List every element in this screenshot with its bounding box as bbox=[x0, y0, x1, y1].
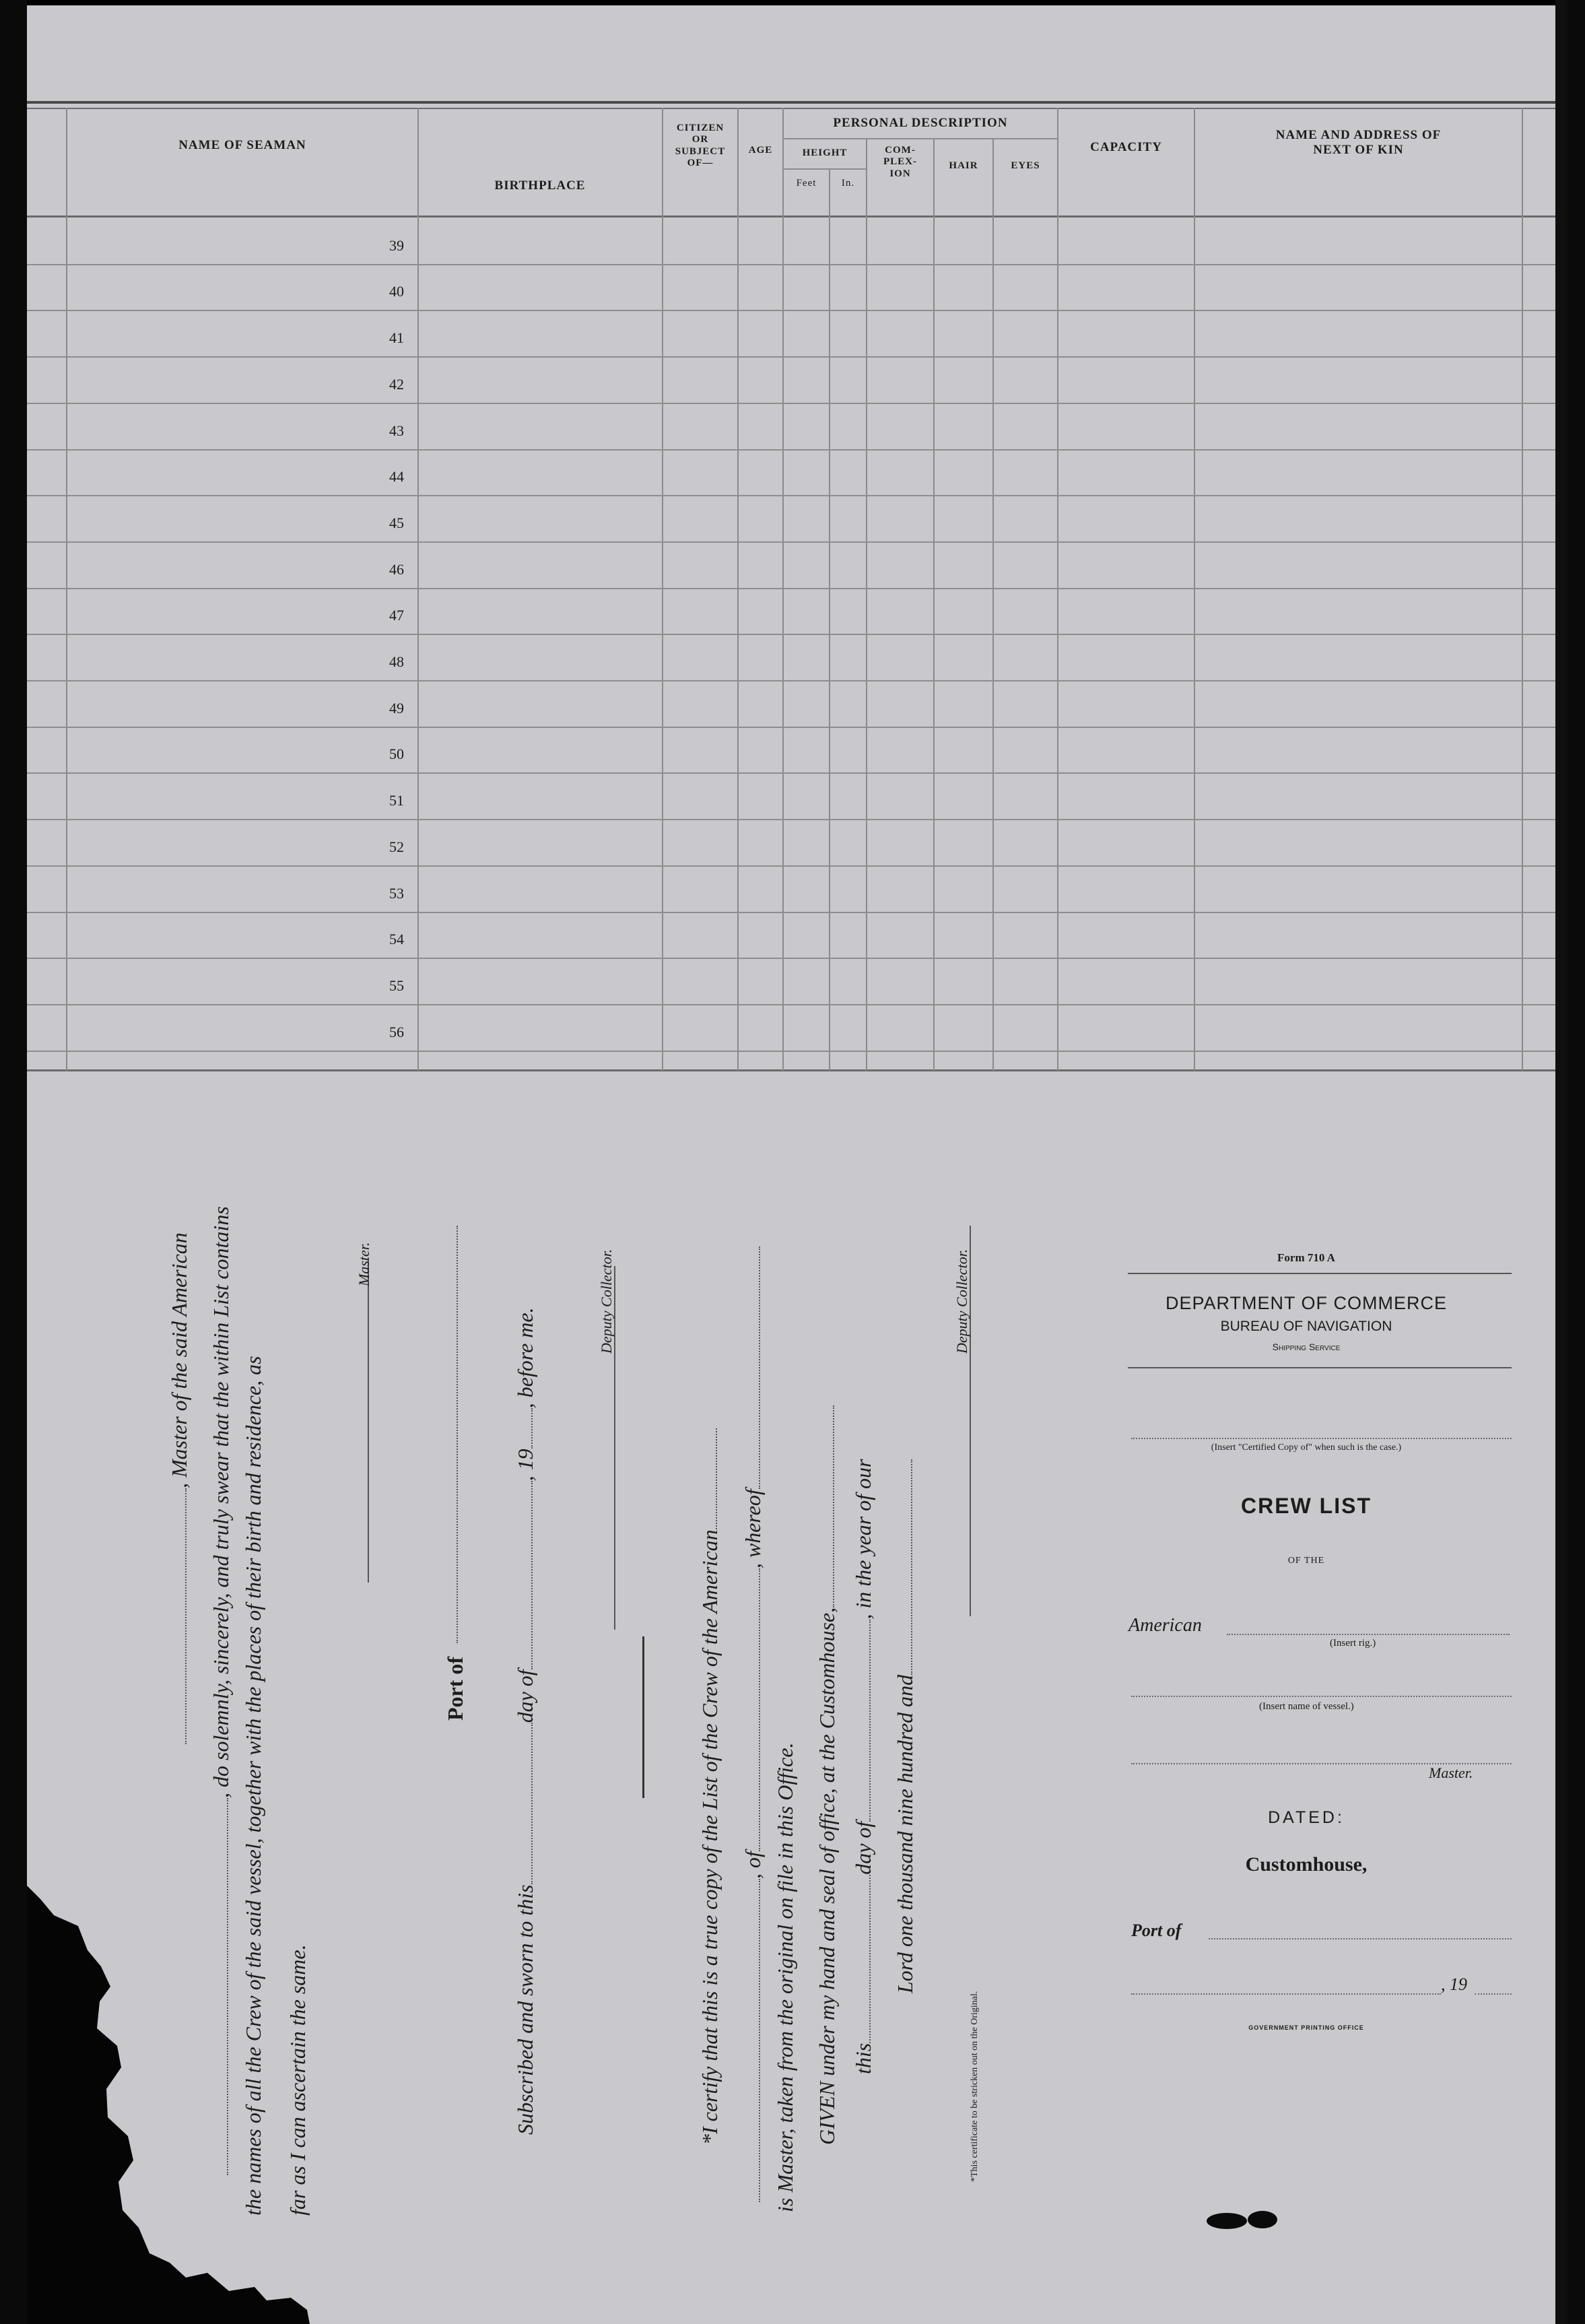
row-rule bbox=[27, 865, 1567, 867]
header-name-of-seaman: NAME OF SEAMAN bbox=[178, 138, 306, 152]
row-rule bbox=[27, 772, 1567, 774]
col-line bbox=[829, 168, 830, 1071]
cover-rule-top bbox=[1128, 1273, 1512, 1274]
row-number: 46 bbox=[389, 561, 404, 578]
divider-rule bbox=[642, 1636, 644, 1798]
certify-line-3: is Master, taken from the original on file in this Office. bbox=[773, 1742, 797, 2212]
insert-rig-note: (Insert rig.) bbox=[1330, 1638, 1376, 1649]
header-age: AGE bbox=[748, 145, 773, 156]
oath-line-4: far as I can ascertain the same. bbox=[285, 1944, 310, 2216]
cover-port-line bbox=[1209, 1938, 1512, 1939]
row-number: 40 bbox=[389, 283, 404, 300]
row-number: 55 bbox=[389, 977, 404, 994]
subscribed-line: Subscribed and sworn to thisday of, 19, before me. bbox=[513, 1307, 537, 2135]
row-rule bbox=[27, 403, 1567, 404]
of-the-label: OF THE bbox=[1287, 1556, 1325, 1566]
row-rule bbox=[27, 1004, 1567, 1005]
crew-list-title: CREW LIST bbox=[1241, 1494, 1372, 1518]
scan-edge-right bbox=[1555, 0, 1567, 2324]
american-label: American bbox=[1128, 1615, 1202, 1636]
row-rule bbox=[27, 680, 1567, 682]
oath-line-2: , do solemnly, sincerely, and truly swear that the within List contains bbox=[209, 1206, 234, 2175]
customhouse-label: Customhouse, bbox=[1245, 1853, 1368, 1875]
row-number: 45 bbox=[389, 514, 404, 531]
certify-line-4: GIVEN under my hand and seal of office, at the Customhouse, bbox=[815, 1405, 840, 2145]
row-rule bbox=[27, 1051, 1567, 1052]
dated-label: DATED: bbox=[1268, 1808, 1345, 1827]
torn-edge-damage bbox=[27, 1886, 310, 2324]
certified-copy-line bbox=[1131, 1438, 1512, 1439]
row-number: 51 bbox=[389, 792, 404, 809]
bureau-title: BUREAU OF NAVIGATION bbox=[1220, 1319, 1392, 1334]
header-birthplace: BIRTHPLACE bbox=[494, 178, 586, 193]
insert-vessel-note: (Insert name of vessel.) bbox=[1259, 1701, 1354, 1712]
header-bottom-rule bbox=[27, 215, 1567, 218]
row-number: 48 bbox=[389, 653, 404, 670]
row-rule bbox=[27, 310, 1567, 311]
row-rule bbox=[27, 588, 1567, 589]
row-number: 44 bbox=[389, 468, 404, 485]
form-number: Form 710 A bbox=[1277, 1251, 1335, 1264]
cover-port-label: Port of bbox=[1131, 1921, 1182, 1940]
row-number: 53 bbox=[389, 885, 404, 902]
col-line bbox=[417, 108, 419, 1071]
rig-line bbox=[1227, 1634, 1510, 1635]
row-number: 52 bbox=[389, 838, 404, 855]
certify-line-6: Lord one thousand nine hundred and bbox=[893, 1459, 918, 1993]
col-line bbox=[662, 108, 663, 1071]
subheader-rule bbox=[782, 138, 1058, 139]
row-number: 47 bbox=[389, 607, 404, 624]
row-number: 50 bbox=[389, 745, 404, 762]
deputy-collector-1: Deputy Collector. bbox=[598, 1249, 615, 1354]
certify-line-5: thisday of, in the year of our bbox=[851, 1459, 875, 2074]
row-rule bbox=[27, 819, 1567, 820]
ink-blot bbox=[1199, 2207, 1300, 2234]
certificate-footnote: *This certificate to be stricken out on the Original. bbox=[970, 1991, 980, 2182]
row-number: 54 bbox=[389, 931, 404, 948]
cover-rule-2 bbox=[1128, 1367, 1512, 1368]
deputy-collector-2: Deputy Collector. bbox=[953, 1249, 970, 1354]
crew-list-sheet bbox=[27, 0, 1567, 2324]
table-top-rule-2 bbox=[27, 108, 1567, 109]
row-rule bbox=[27, 912, 1567, 913]
header-complexion: COM- PLEX- ION bbox=[883, 145, 917, 179]
vessel-name-line bbox=[1131, 1696, 1512, 1697]
certify-line-2: , of, whereof bbox=[741, 1247, 766, 2202]
row-rule bbox=[27, 634, 1567, 635]
col-line bbox=[66, 108, 67, 1071]
header-next-of-kin: NAME AND ADDRESS OF NEXT OF KIN bbox=[1275, 128, 1442, 157]
row-rule bbox=[27, 727, 1567, 728]
department-title: DEPARTMENT OF COMMERCE bbox=[1165, 1293, 1448, 1313]
col-line bbox=[933, 138, 935, 1071]
row-number: 43 bbox=[389, 422, 404, 439]
header-height: HEIGHT bbox=[802, 147, 848, 158]
col-line bbox=[782, 108, 784, 1071]
cover-year-label: , 19 bbox=[1441, 1974, 1467, 1994]
row-rule bbox=[27, 495, 1567, 496]
port-line bbox=[457, 1226, 458, 1643]
header-eyes: EYES bbox=[1011, 160, 1040, 171]
insert-certified-note: (Insert "Certified Copy of" when such is the case.) bbox=[1211, 1442, 1402, 1453]
row-rule bbox=[27, 264, 1567, 265]
table-top-rule bbox=[27, 101, 1567, 104]
row-rule bbox=[27, 541, 1567, 543]
cover-master-label: Master. bbox=[1429, 1764, 1473, 1781]
cover-year-line bbox=[1475, 1993, 1512, 1995]
row-number: 49 bbox=[389, 700, 404, 717]
row-number: 39 bbox=[389, 237, 404, 254]
table-bottom-rule bbox=[27, 1069, 1567, 1071]
header-citizen: CITIZEN OR SUBJECT OF— bbox=[675, 123, 726, 168]
row-rule bbox=[27, 958, 1567, 959]
cover-date-line bbox=[1131, 1993, 1441, 1995]
printer-imprint: GOVERNMENT PRINTING OFFICE bbox=[1248, 2024, 1364, 2031]
col-line bbox=[1522, 108, 1523, 1071]
header-inches: In. bbox=[841, 178, 855, 189]
row-rule bbox=[27, 356, 1567, 358]
master-label: Master. bbox=[356, 1242, 372, 1286]
row-number: 56 bbox=[389, 1024, 404, 1040]
row-number: 41 bbox=[389, 329, 404, 346]
col-line bbox=[1057, 108, 1058, 1071]
oath-line-3: the names of all the Crew of the said vessel, together with the places of their birth and residence, as bbox=[241, 1356, 265, 2216]
header-personal-description: PERSONAL DESCRIPTION bbox=[833, 116, 1008, 130]
header-hair: HAIR bbox=[949, 160, 978, 171]
height-subheader-rule bbox=[782, 168, 866, 170]
row-rule bbox=[27, 449, 1567, 451]
col-line bbox=[866, 138, 867, 1071]
row-number: 42 bbox=[389, 376, 404, 393]
col-line bbox=[1194, 108, 1195, 1071]
certify-line-1: *I certify that this is a true copy of the List of the Crew of the American bbox=[698, 1428, 722, 2145]
col-line bbox=[737, 108, 739, 1071]
oath-line-1: , Master of the said American bbox=[167, 1232, 192, 1744]
port-of-label: Port of bbox=[443, 1656, 467, 1721]
col-line bbox=[992, 138, 994, 1071]
header-capacity: CAPACITY bbox=[1090, 140, 1162, 154]
header-feet: Feet bbox=[796, 178, 817, 189]
scan-edge-top bbox=[27, 0, 1567, 5]
shipping-service: Shipping Service bbox=[1272, 1341, 1341, 1352]
master-signature-line bbox=[368, 1259, 369, 1583]
